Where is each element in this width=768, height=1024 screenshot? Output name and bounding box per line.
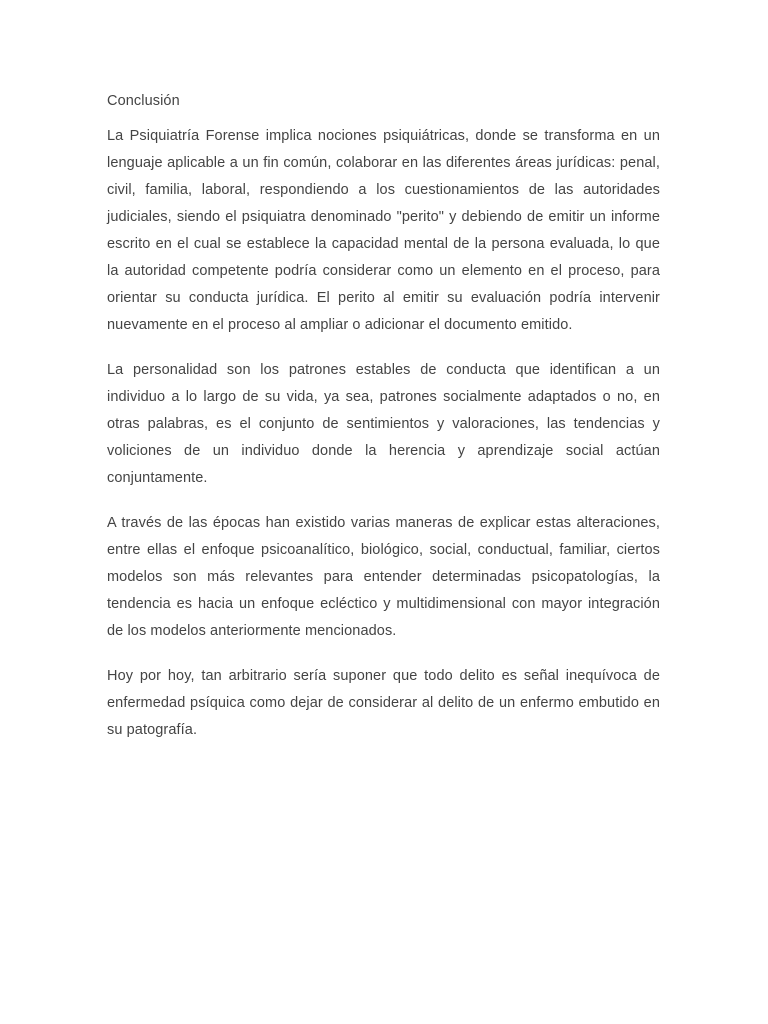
- paragraph-psiquiatria-forense: La Psiquiatría Forense implica nociones psiquiátricas, donde se transforma en un lenguaje aplicable a un fin común, colaborar en las diferentes áreas jurídicas: penal, civil, familia, laboral, respondiendo a los cuestionamientos de las autoridades judiciales, siendo el psiquiatra denominado "perito" y debiendo de emitir un informe escrito en el cual se establece la capacidad mental de la persona evaluada, lo que la autoridad competente podría considerar como un elemento en el proceso, para orientar su conducta jurídica. El perito al emitir su evaluación podría intervenir nuevamente en el proceso al ampliar o adicionar el documento emitido.: [107, 128, 660, 333]
- paragraph-hoy-por-hoy: Hoy por hoy, tan arbitrario sería suponer que todo delito es señal inequívoca de enfermedad psíquica como dejar de considerar al delito de un enfermo embutido en su patografía.: [107, 668, 660, 738]
- section-heading: Conclusión: [107, 93, 180, 109]
- paragraph-personalidad: La personalidad son los patrones estables de conducta que identifican a un individuo a lo largo de su vida, ya sea, patrones socialmente adaptados o no, en otras palabras, es el conjunto de sentimientos y valoraciones, las tendencias y voliciones de un individuo donde la herencia y aprendizaje social actúan conjuntamente.: [107, 362, 660, 486]
- document-page: [107, 88, 660, 762]
- paragraph-enfoques: A través de las épocas han existido varias maneras de explicar estas alteraciones, entre ellas el enfoque psicoanalítico, biológico, social, conductual, familiar, ciertos modelos son más relevantes para entender determinadas psicopatologías, la tendencia es hacia un enfoque ecléctico y multidimensional con mayor integración de los modelos anteriormente mencionados.: [107, 515, 660, 639]
